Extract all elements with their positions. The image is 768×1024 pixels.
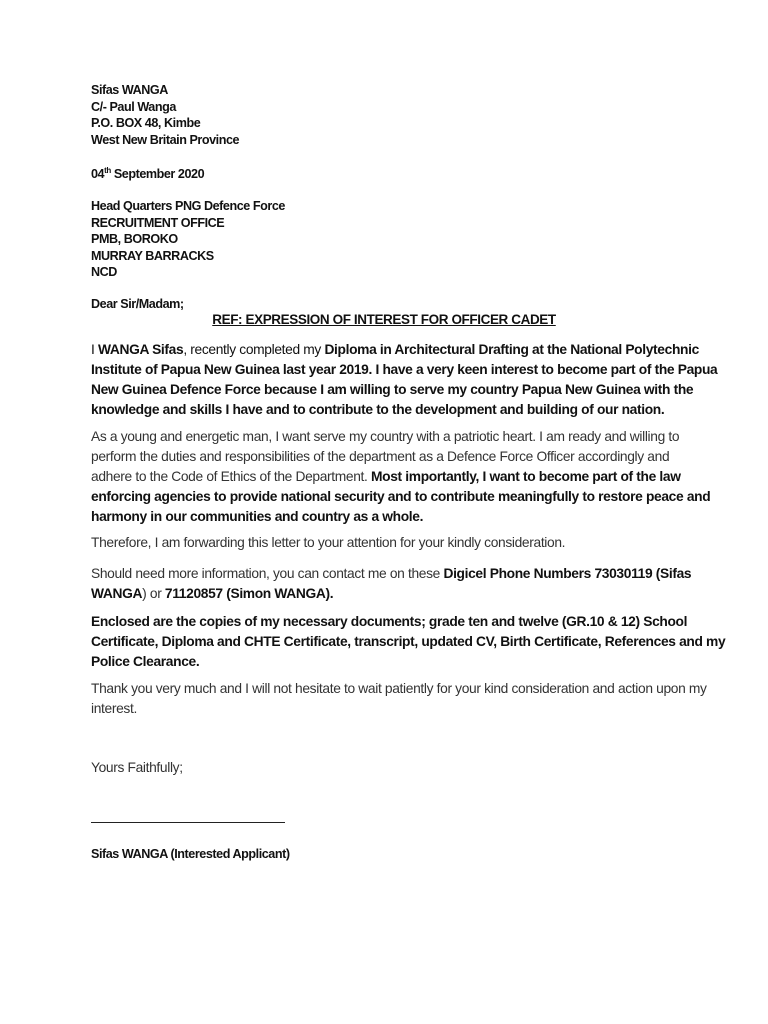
p6-line-2: interest. [91, 701, 137, 716]
sender-po-box: P.O. BOX 48, Kimbe [91, 116, 201, 131]
p1-diploma: Diploma in Architectural Drafting at the National Polytechnic [324, 342, 699, 357]
salutation: Dear Sir/Madam; [91, 297, 184, 311]
recipient-line-1: Head Quarters PNG Defence Force [91, 199, 285, 213]
p3-line: Therefore, I am forwarding this letter to your attention for your kindly consideration. [91, 535, 566, 550]
p1-text: , recently completed my [183, 342, 325, 357]
closing: Yours Faithfully; [91, 760, 183, 775]
letter-date [91, 166, 691, 181]
p2-line-3: adhere to the Code of Ethics of the Department. [91, 469, 372, 484]
paragraph-4 [91, 564, 691, 604]
reference-heading: REF: EXPRESSION OF INTEREST FOR OFFICER CADET [212, 312, 556, 327]
recipient-line-4: MURRAY BARRACKS [91, 248, 214, 263]
p1-line-4: knowledge and skills I have and to contribute to the development and building of our nation. [91, 402, 665, 417]
sender-care-of: C/- Paul Wanga [91, 99, 176, 114]
p4-text: ) or [142, 586, 165, 601]
paragraph-6 [91, 679, 707, 719]
paragraph-3 [91, 533, 691, 553]
p2-line-1: As a young and energetic man, I want serve my country with a patriotic heart. I am ready and willing to [91, 429, 680, 444]
p1-text: I [91, 342, 98, 357]
p6-line-1: Thank you very much and I will not hesitate to wait patiently for your kind consideration and action upon my [91, 681, 707, 696]
p5-line-3: Police Clearance. [91, 654, 200, 669]
signature-name: Sifas WANGA (Interested Applicant) [91, 847, 290, 861]
recipient-line-2: RECRUITMENT OFFICE [91, 215, 225, 230]
p1-interest: . I have a very keen interest to become part of the Papua [368, 362, 718, 377]
p4-phone-2: 71120857 (Simon WANGA). [164, 586, 334, 601]
recipient-line-5: NCD [91, 265, 117, 280]
paragraph-5 [91, 612, 726, 672]
paragraph-1 [91, 340, 718, 420]
recipient-address [91, 198, 691, 281]
date-rest: September 2020 [113, 167, 205, 181]
p2-line-4: enforcing agencies to provide national security and to contribute meaningfully to restore peace and [91, 489, 711, 504]
p1-applicant-name: WANGA Sifas [97, 342, 184, 357]
sender-province: West New Britain Province [91, 132, 240, 147]
p2-emphasis: Most importantly, I want to become part of the law [371, 469, 681, 484]
date-suffix: th [104, 166, 111, 175]
p4-text: Should need more information, you can contact me on these [91, 566, 444, 581]
paragraph-2 [91, 427, 711, 527]
p2-line-5: harmony in our communities and country as a whole. [91, 509, 424, 524]
p4-phone-1: Digicel Phone Numbers 73030119 (Sifas [443, 566, 692, 581]
recipient-line-3: PMB, BOROKO [91, 232, 178, 247]
signature-line [91, 822, 285, 823]
p5-line-2: Certificate, Diploma and CHTE Certificate, transcript, updated CV, Birth Certificate, References and my [91, 634, 726, 649]
p5-line-1: Enclosed are the copies of my necessary documents; grade ten and twelve (GR.10 & 12) School [91, 614, 688, 629]
p1-line-3: New Guinea Defence Force because I am willing to serve my country Papua New Guinea with the [91, 382, 694, 397]
sender-name: Sifas WANGA [91, 83, 168, 97]
p4-name: WANGA [91, 586, 143, 601]
sender-address [91, 82, 691, 148]
p1-institute: Institute of Papua New Guinea last year 2019 [91, 362, 369, 377]
date-day: 04 [91, 167, 105, 181]
p2-line-2: perform the duties and responsibilities of the department as a Defence Force Officer accordingly and [91, 449, 670, 464]
